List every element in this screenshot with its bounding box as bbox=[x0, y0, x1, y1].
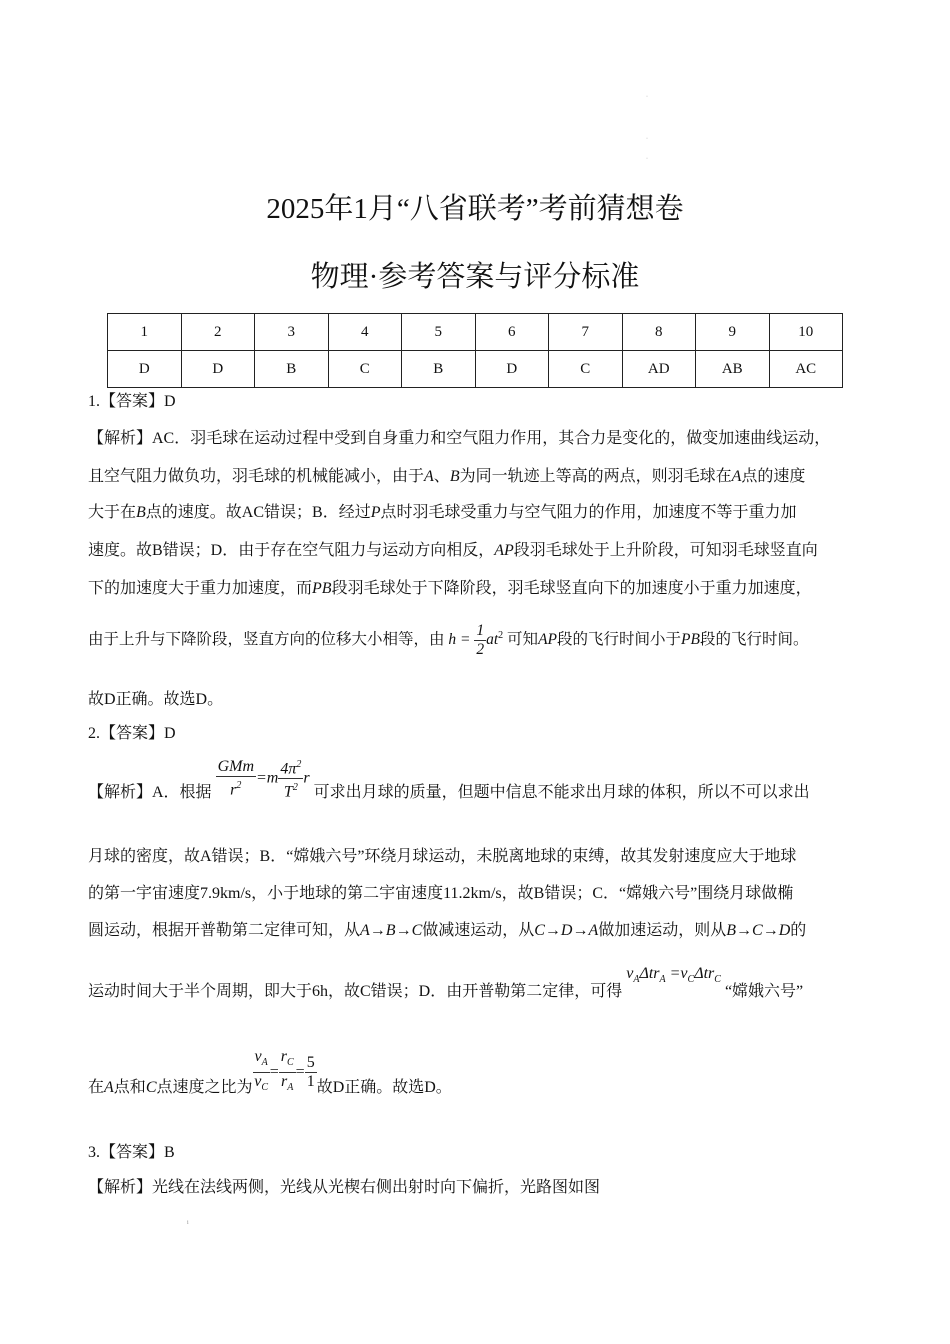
q2-answer-heading: 2.【答案】D bbox=[88, 725, 176, 742]
page-title: 2025年1月“八省联考”考前猜想卷 bbox=[266, 193, 684, 225]
q2-line-with-formula: 运动时间大于半个周期，即大于6h，故C错误；D．由开普勒第二定律，可得 $v_A\Delta tr_A =v_C\Delta tr_C$ “嫦娥六号” bbox=[88, 965, 804, 1000]
scan-mark: · bbox=[646, 136, 648, 142]
q2-line: 的第一宇宙速度7.9km/s，小于地球的第二宇宙速度11.2km/s，故B错误；C．“嫦娥六号”围绕月球做椭 bbox=[88, 885, 794, 902]
table-cell: 2 bbox=[181, 314, 255, 351]
formula-kepler: $v_A\Delta tr_A =v_C\Delta tr_C$ bbox=[626, 965, 721, 986]
q2-line: 圆运动，根据开普勒第二定律可知，从A→B→C做减速运动，从C→D→A做加速运动，则从B→C→D的 bbox=[88, 922, 807, 939]
table-cell: 5 bbox=[402, 314, 476, 351]
scan-mark: i bbox=[187, 1220, 189, 1226]
fraction-velocity: $\frac{v_A}{v_C}$ bbox=[254, 1048, 268, 1094]
q1-line-with-formula: 由于上升与下降阶段，竖直方向的位移大小相等，由 h = $\frac{1}{2}$ $at^2$ 可知AP段的飞行时间小于PB段的飞行时间。 bbox=[88, 622, 809, 658]
q2-line-with-formula: 【解析】A．根据 $\frac{\text{GMm}}{r^2}$ =m $\frac{4\pi^2}{T^2}$ r 可求出月球的质量，但题中信息不能求出月球的体积，所以不可以求出 bbox=[88, 756, 810, 802]
table-cell: C bbox=[549, 351, 623, 388]
q1-line: 下的加速度大于重力加速度，而PB段羽毛球处于下降阶段，羽毛球竖直向下的加速度小于重力加速度， bbox=[88, 580, 812, 597]
page-subtitle: 物理·参考答案与评分标准 bbox=[310, 261, 640, 293]
table-cell: D bbox=[108, 351, 182, 388]
q1-line: 且空气阻力做负功，羽毛球的机械能减小，由于A、B为同一轨迹上等高的两点，则羽毛球在A点的速度 bbox=[88, 468, 806, 485]
table-cell: 6 bbox=[475, 314, 549, 351]
answer-table-number-row bbox=[108, 314, 843, 351]
fraction-gravity: $\frac{\text{GMm}}{r^2}$ bbox=[217, 758, 254, 799]
table-cell: C bbox=[328, 351, 402, 388]
table-cell: AB bbox=[696, 351, 770, 388]
q1-answer-heading: 1.【答案】D bbox=[88, 393, 176, 410]
fraction-radius: $\frac{r_C}{r_A}$ bbox=[280, 1048, 294, 1094]
formula-h: h = bbox=[448, 631, 471, 649]
table-cell: D bbox=[181, 351, 255, 388]
q2-line-with-formula: 在A点和C点速度之比为 $\frac{v_A}{v_C}$ = $\frac{r_C}{r_A}$ = $\frac{5}{1}$ 故D正确。故选D。 bbox=[88, 1048, 452, 1097]
table-cell: 1 bbox=[108, 314, 182, 351]
q1-line: 速度。故B错误；D．由于存在空气阻力与运动方向相反，AP段羽毛球处于上升阶段，可知羽毛球竖直向 bbox=[88, 542, 818, 559]
q2-line: 月球的密度，故A错误；B．“嫦娥六号”环绕月球运动，未脱离地球的束缚，故其发射速度应大于地球 bbox=[88, 848, 797, 865]
scan-mark: · bbox=[646, 94, 648, 100]
fraction-ratio: $\frac{5}{1}$ bbox=[306, 1054, 315, 1091]
table-cell: 8 bbox=[622, 314, 696, 351]
answer-table bbox=[107, 313, 843, 388]
table-cell: B bbox=[255, 351, 329, 388]
table-cell: AD bbox=[622, 351, 696, 388]
table-cell: B bbox=[402, 351, 476, 388]
answer-table-answer-row bbox=[108, 351, 843, 388]
table-cell: 4 bbox=[328, 314, 402, 351]
q1-line: 大于在B点的速度。故AC错误；B．经过P点时羽毛球受重力与空气阻力的作用，加速度不等于重力加 bbox=[88, 504, 797, 521]
table-cell: AC bbox=[769, 351, 843, 388]
fraction-centripetal: $\frac{4\pi^2}{T^2}$ bbox=[278, 756, 303, 802]
table-cell: 7 bbox=[549, 314, 623, 351]
table-cell: 3 bbox=[255, 314, 329, 351]
q1-line: 【解析】AC．羽毛球在运动过程中受到自身重力和空气阻力作用，其合力是变化的，做变加速曲线运动， bbox=[88, 430, 831, 447]
table-cell: 10 bbox=[769, 314, 843, 351]
q3-line: 【解析】光线在法线两侧，光线从光楔右侧出射时向下偏折，光路图如图 bbox=[88, 1179, 601, 1196]
table-cell: D bbox=[475, 351, 549, 388]
q3-answer-heading: 3.【答案】B bbox=[88, 1144, 175, 1161]
table-cell: 9 bbox=[696, 314, 770, 351]
q1-line: 故D正确。故选D。 bbox=[88, 691, 224, 708]
scan-mark: · bbox=[646, 156, 648, 162]
fraction-half: $\frac{1}{2}$ bbox=[476, 622, 485, 658]
